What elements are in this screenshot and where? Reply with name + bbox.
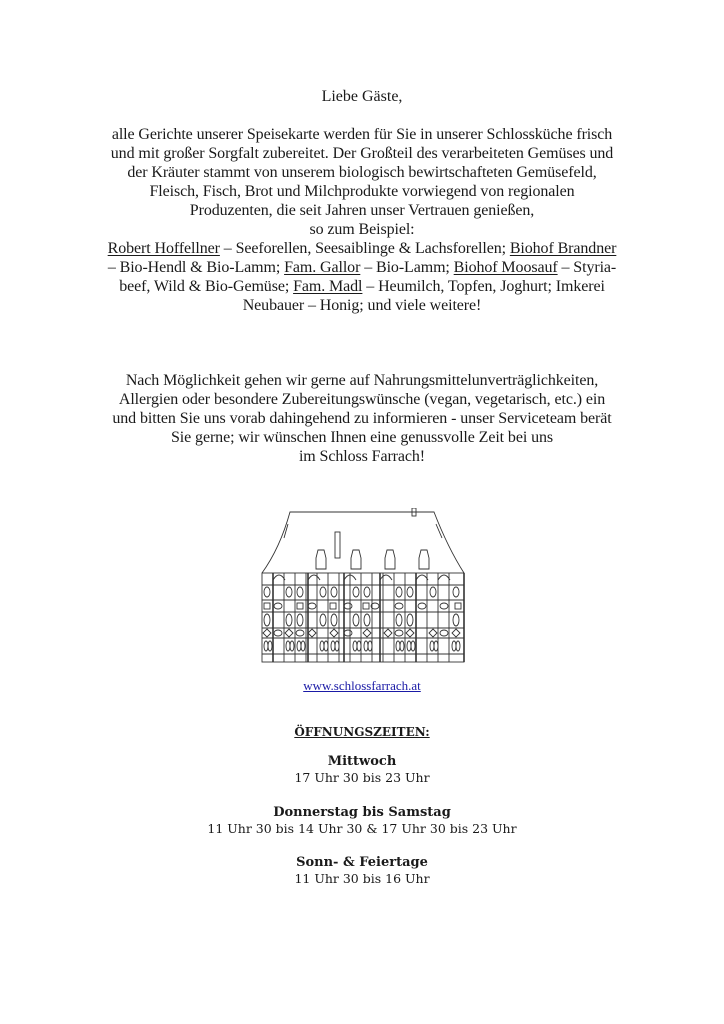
supplier-products: – Bio-Lamm; [360, 259, 454, 276]
text-line: so zum Beispiel: [309, 221, 415, 238]
intro-paragraph [84, 125, 640, 315]
website-link[interactable]: www.schlossfarrach.at [303, 678, 421, 693]
text-line: Fleisch, Fisch, Brot und Milchprodukte vorwiegend von regionalen [149, 183, 575, 200]
supplier-line [84, 277, 640, 296]
text-line: Allergien oder besondere Zubereitungswünsche (vegan, vegetarisch, etc.) ein [118, 391, 606, 408]
opening-times: 17 Uhr 30 bis 23 Uhr [294, 770, 430, 785]
supplier-name: Fam. Gallor [284, 259, 361, 276]
opening-days: Mittwoch [327, 754, 397, 769]
allergy-paragraph [84, 371, 640, 466]
supplier-name: Robert Hoffellner [107, 240, 220, 257]
supplier-name: Fam. Madl [293, 278, 363, 295]
opening-times: 11 Uhr 30 bis 14 Uhr 30 & 17 Uhr 30 bis 23 Uhr [207, 821, 517, 836]
text-line: der Kräuter stammt von unserem biologisch bewirtschafteten Gemüsefeld, [127, 164, 597, 181]
opening-times: 11 Uhr 30 bis 16 Uhr [294, 871, 430, 886]
supplier-products: – Styria- [557, 259, 617, 276]
opening-days: Donnerstag bis Samstag [273, 805, 451, 820]
opening-hours-entry [0, 855, 724, 887]
supplier-line: Neubauer – Honig; und viele weitere! [242, 297, 482, 314]
supplier-products: – Seeforellen, Seesaiblinge & Lachsforellen; [219, 240, 510, 257]
supplier-products: – Bio-Hendl & Bio-Lamm; [107, 259, 285, 276]
text-line: und bitten Sie uns vorab dahingehend zu informieren - unser Serviceteam berät [112, 410, 612, 427]
text-line: und mit großer Sorgfalt zubereitet. Der Großteil des verarbeiteten Gemüses und [110, 145, 614, 162]
text-line: Nach Möglichkeit gehen wir gerne auf Nahrungsmittelunverträglichkeiten, [125, 372, 599, 389]
supplier-name: Biohof Brandner [509, 240, 617, 257]
opening-hours-entry [0, 754, 724, 786]
text-line: Sie gerne; wir wünschen Ihnen eine genussvolle Zeit bei uns [171, 429, 553, 446]
supplier-line [84, 258, 640, 277]
supplier-line [84, 239, 640, 258]
supplier-products: beef, Wild & Bio-Gemüse; [119, 278, 294, 295]
greeting: Liebe Gäste, [321, 88, 403, 105]
text-line: alle Gerichte unserer Speisekarte werden für Sie in unserer Schlossküche frisch [111, 126, 613, 143]
supplier-products: – Heumilch, Topfen, Joghurt; Imkerei [362, 278, 605, 295]
opening-hours-title: ÖFFNUNGSZEITEN: [294, 725, 430, 739]
castle-facade-icon [258, 508, 468, 666]
opening-days: Sonn- & Feiertage [296, 855, 428, 870]
supplier-name: Biohof Moosauf [453, 259, 558, 276]
text-line: im Schloss Farrach! [298, 448, 426, 465]
opening-hours-entry [0, 805, 724, 837]
text-line: Produzenten, die seit Jahren unser Vertrauen genießen, [189, 202, 535, 219]
